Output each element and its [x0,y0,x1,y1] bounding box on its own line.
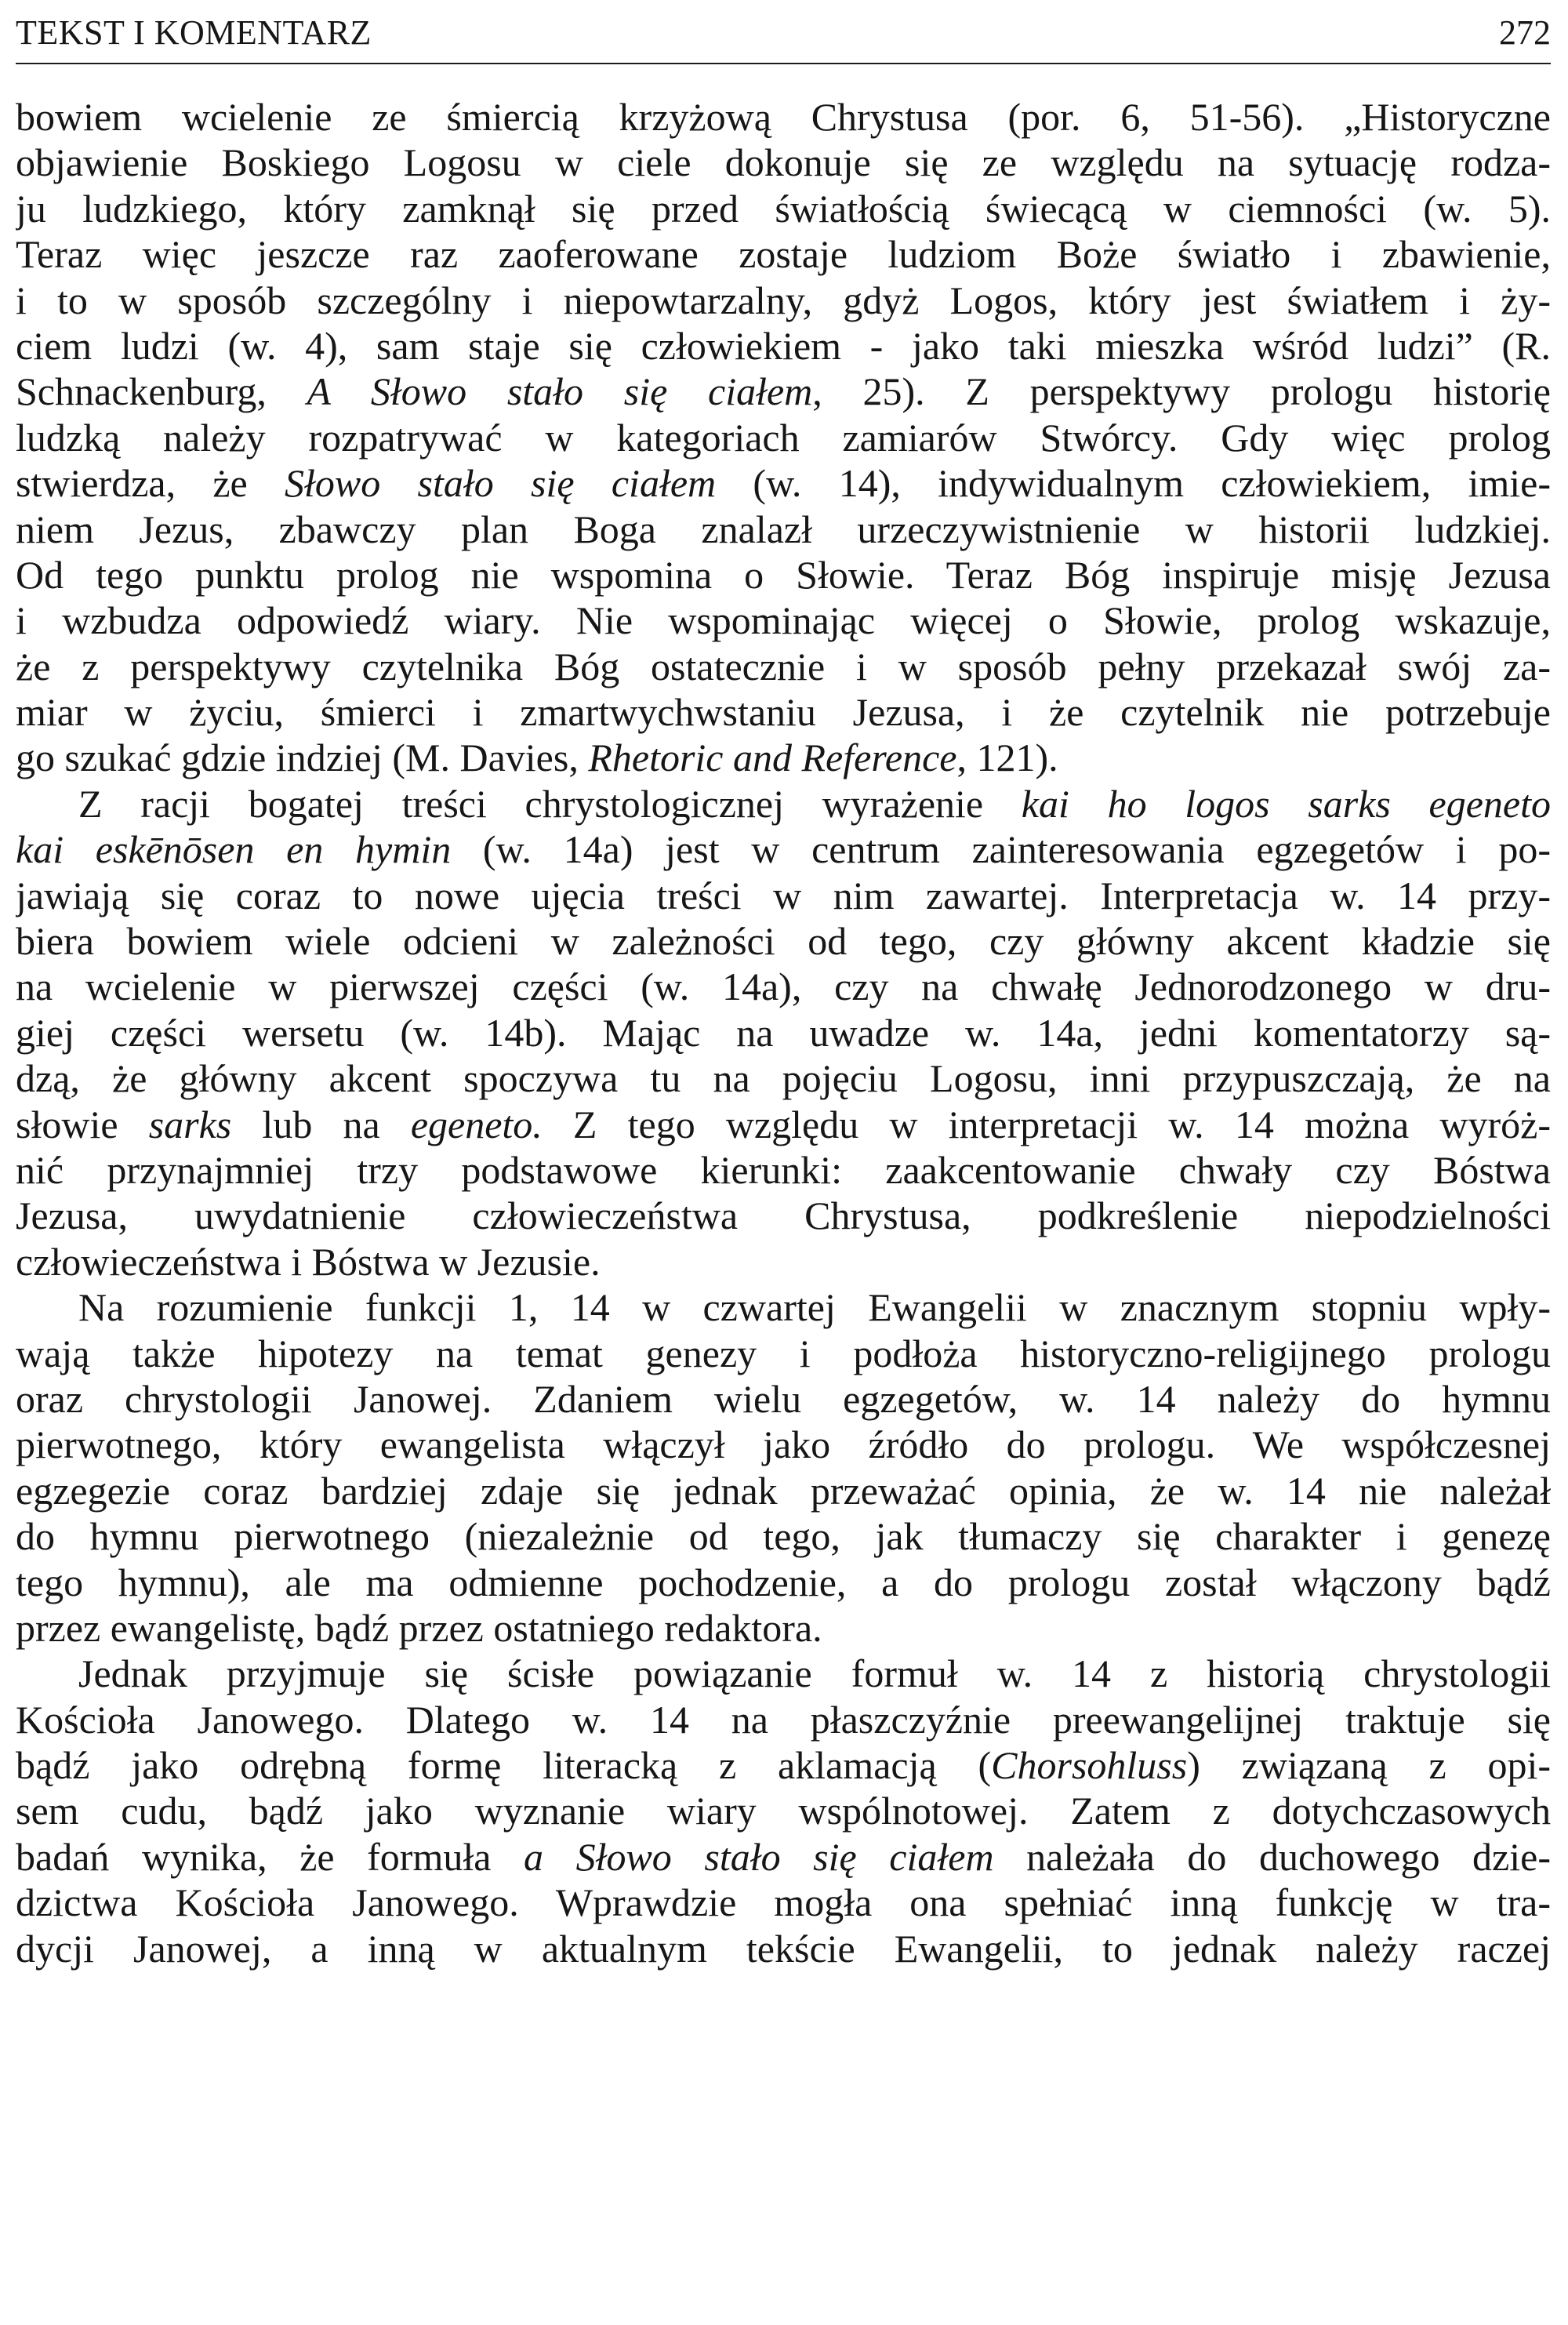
text-run: przez ewangelistę, bądź przez ostatniego redaktora. [16,1605,822,1650]
text-run: sem cudu, bądź jako wyznanie wiary wspólnotowej. Zatem z dotychczasowych [16,1789,1551,1833]
text-line [16,460,1551,506]
text-run: do hymnu pierwotnego (niezależnie od tego, jak tłumaczy się charakter i genezę [16,1514,1551,1559]
text-line [16,1284,1551,1330]
text-run: badań wynika, że formuła [16,1834,524,1879]
italic-phrase: Chorsohluss [991,1743,1188,1788]
text-line [16,735,1551,780]
text-run: , 121). [956,736,1058,780]
text-line [16,1651,1551,1696]
text-run: Z tego względu w interpretacji w. 14 można wyróż- [542,1102,1551,1146]
text-run: (w. 14), indywidualnym człowiekiem, imie- [716,461,1551,506]
text-run: dycji Janowej, a inną w aktualnym tekście Ewangelii, to jednak należy raczej [16,1926,1551,1971]
text-run: , 25). Z perspektywy prologu historię [812,369,1551,414]
text-line [16,1193,1551,1238]
text-run: ludzką należy rozpatrywać w kategoriach zamiarów Stwórcy. Gdy więc prolog [16,415,1551,460]
text-line [16,1697,1551,1742]
text-line [16,1880,1551,1925]
text-line [16,1102,1551,1147]
text-run: tego hymnu), ale ma odmienne pochodzenie, a do prologu został włączony bądź [16,1560,1551,1604]
text-run: (w. 14a) jest w centrum zainteresowania egzegetów i po- [451,827,1551,872]
paragraph [16,1284,1551,1651]
text-line [16,1513,1551,1559]
italic-phrase: Rhetoric and Reference [588,736,957,780]
text-line [16,186,1551,231]
text-line [16,1560,1551,1605]
text-line [16,415,1551,460]
text-line [16,964,1551,1009]
text-line [16,1468,1551,1513]
text-run: i to w sposób szczególny i niepowtarzalny, gdyż Logos, który jest światłem i ży- [16,278,1551,322]
text-run: Od tego punktu prolog nie wspomina o Słowie. Teraz Bóg inspiruje misję Jezusa [16,552,1551,597]
text-run: pierwotnego, który ewangelista włączył jako źródło do prologu. We współczesnej [16,1422,1551,1467]
text-line [16,1055,1551,1101]
body-text [16,94,1551,1971]
text-line [16,507,1551,552]
paragraph [16,781,1551,1284]
text-run: giej części wersetu (w. 14b). Mając na uwadze w. 14a, jedni komentatorzy są- [16,1010,1551,1055]
text-line [16,1742,1551,1788]
text-run: że z perspektywy czytelnika Bóg ostatecznie i w sposób pełny przekazał swój za- [16,644,1551,688]
italic-phrase: a Słowo stało się ciałem [524,1834,994,1879]
text-run: wają także hipotezy na temat genezy i podłoża historyczno-religijnego prologu [16,1331,1551,1375]
text-run: bądź jako odrębną formę literacką z aklamacją ( [16,1743,992,1788]
text-line [16,1010,1551,1055]
text-run: Kościoła Janowego. Dlatego w. 14 na płaszczyźnie preewangelijnej traktuje się [16,1697,1551,1742]
text-run: należała do duchowego dzie- [993,1834,1551,1879]
text-line [16,598,1551,643]
text-run: niem Jezus, zbawczy plan Boga znalazł urzeczywistnienie w historii ludzkiej. [16,507,1551,551]
text-line [16,689,1551,735]
text-run: egzegezie coraz bardziej zdaje się jednak przeważać opinia, że w. 14 nie należał [16,1468,1551,1513]
text-line [16,1147,1551,1193]
text-run: i wzbudza odpowiedź wiary. Nie wspominając więcej o Słowie, prolog wskazuje, [16,598,1551,643]
page-header [16,5,1551,64]
text-line [16,552,1551,598]
text-run: ju ludzkiego, który zamknął się przed światłością świecącą w ciemności (w. 5). [16,186,1551,231]
text-run: Jezusa, uwydatnienie człowieczeństwa Chrystusa, podkreślenie niepodzielności [16,1193,1551,1238]
text-run: lub na [231,1102,411,1146]
text-line [16,781,1551,826]
italic-phrase: egeneto. [410,1102,543,1146]
paragraph [16,94,1551,781]
text-run: słowie [16,1102,149,1146]
text-line [16,323,1551,369]
text-line [16,1376,1551,1422]
page-number: 272 [1499,13,1551,52]
text-run: ) związaną z opi- [1187,1743,1551,1788]
text-run: biera bowiem wiele odcieni w zależności od tego, czy główny akcent kładzie się [16,919,1551,964]
text-run: człowieczeństwa i Bóstwa w Jezusie. [16,1239,601,1284]
text-line [16,1788,1551,1833]
text-run: Z racji bogatej treści chrystologicznej wyrażenie [78,781,1022,826]
text-line [16,873,1551,918]
text-run: stwierdza, że [16,461,285,506]
text-run: Schnackenburg, [16,369,307,414]
text-line [16,140,1551,185]
italic-phrase: kai eskēnōsen en hymin [16,827,452,872]
text-run: miar w życiu, śmierci i zmartwychwstaniu Jezusa, i że czytelnik nie potrzebuje [16,690,1551,735]
text-run: Jednak przyjmuje się ścisłe powiązanie formuł w. 14 z historią chrystologii [78,1651,1551,1696]
text-run: jawiają się coraz to nowe ujęcia treści w nim zawartej. Interpretacja w. 14 przy- [16,873,1551,917]
text-run: nić przynajmniej trzy podstawowe kierunki: zaakcentowanie chwały czy Bóstwa [16,1147,1551,1192]
text-line [16,1605,1551,1651]
paragraph [16,1651,1551,1971]
italic-phrase: Słowo stało się ciałem [285,461,717,506]
text-run: Teraz więc jeszcze raz zaoferowane zostaje ludziom Boże światło i zbawienie, [16,232,1551,277]
italic-phrase: sarks [148,1102,232,1146]
text-line [16,826,1551,872]
text-line [16,1926,1551,1971]
text-run: bowiem wcielenie ze śmiercią krzyżową Chrystusa (por. 6, 51-56). „Historyczne [16,95,1551,139]
text-run: ciem ludzi (w. 4), sam staje się człowiekiem - jako taki mieszka wśród ludzi” (R. [16,323,1551,368]
text-line [16,1422,1551,1467]
text-run: Na rozumienie funkcji 1, 14 w czwartej Ewangelii w znacznym stopniu wpły- [78,1285,1551,1330]
text-run: oraz chrystologii Janowej. Zdaniem wielu egzegetów, w. 14 należy do hymnu [16,1376,1551,1421]
text-line [16,918,1551,964]
text-line [16,644,1551,689]
text-run: objawienie Boskiego Logosu w ciele dokonuje się ze względu na sytuację rodza- [16,140,1551,185]
text-run: dzictwa Kościoła Janowego. Wprawdzie mogła ona spełniać inną funkcję w tra- [16,1880,1551,1925]
text-line [16,278,1551,323]
italic-phrase: kai ho logos sarks egeneto [1021,781,1551,826]
text-run: dzą, że główny akcent spoczywa tu na pojęciu Logosu, inni przypuszczają, że na [16,1056,1551,1101]
text-run: na wcielenie w pierwszej części (w. 14a), czy na chwałę Jednorodzonego w dru- [16,965,1551,1009]
text-line [16,1834,1551,1880]
text-line [16,94,1551,140]
italic-phrase: A Słowo stało się ciałem [307,369,813,414]
text-line [16,369,1551,414]
text-line [16,1331,1551,1376]
text-line [16,231,1551,277]
running-title: TEKST I KOMENTARZ [16,13,372,52]
text-run: go szukać gdzie indziej (M. Davies, [16,736,589,780]
text-line [16,1239,1551,1284]
